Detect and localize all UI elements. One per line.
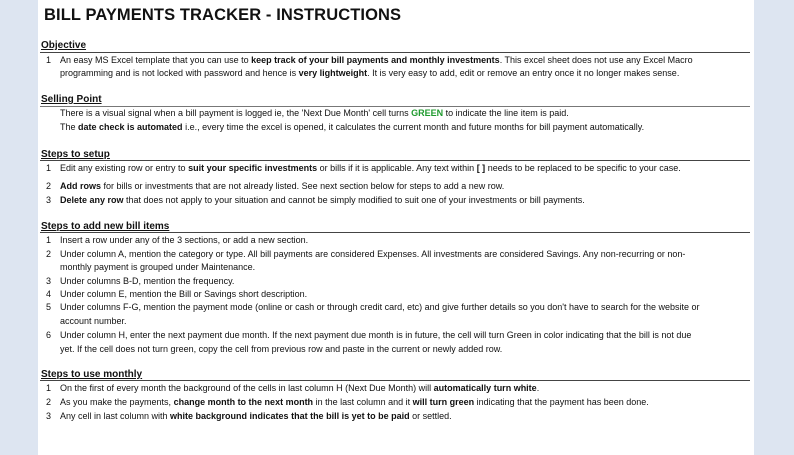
text: to indicate the line item is paid. [443, 108, 569, 118]
item-number: 4 [46, 289, 52, 299]
text: yet. If the cell does not turn green, copy the cell from previous row and paste in the current or newly added row. [60, 344, 503, 354]
page-title: BILL PAYMENTS TRACKER - INSTRUCTIONS [44, 6, 402, 24]
text: Under column A, mention the category or type. All bill payments are considered Expenses. All investments are considered Savings. Any non-recurring or non- [60, 249, 686, 259]
text: . It is very easy to add, edit or remove an entry once it no longer makes sense. [367, 68, 680, 78]
text: needs to be replaced to be specific to your case. [485, 163, 681, 173]
item-number: 1 [46, 163, 52, 173]
divider [40, 106, 750, 107]
text: As you make the payments, [60, 397, 174, 407]
text: for bills or investments that are not already listed. See next section below for steps to add a new row. [101, 181, 505, 191]
bold-text: [ ] [476, 163, 486, 173]
text: Under columns F-G, mention the payment mode (online or cash or through credit card, etc) and give further details so you don't have to search for the website or [60, 302, 700, 312]
bold-text: Delete any row [60, 195, 124, 205]
new-items-heading: Steps to add new bill items [41, 221, 170, 232]
item-number: 3 [46, 276, 52, 286]
bold-text: very lightweight [298, 68, 368, 78]
item-number: 1 [46, 55, 52, 65]
text: account number. [60, 316, 127, 326]
text: Under columns B-D, mention the frequency. [60, 276, 235, 286]
setup-heading: Steps to setup [41, 149, 110, 160]
green-text: GREEN [411, 108, 444, 118]
text: . [536, 383, 540, 393]
bold-text: white background indicates that the bill is yet to be paid [170, 411, 410, 421]
item-number: 2 [46, 181, 52, 191]
divider [40, 380, 750, 381]
bold-text: date check is automated [78, 122, 183, 132]
bold-text: keep track of your bill payments and monthly investments [251, 55, 500, 65]
item-number: 5 [46, 302, 52, 312]
text: On the first of every month the background of the cells in last column H (Next Due Month) will [60, 383, 434, 393]
instructions-sheet [38, 0, 754, 455]
divider [40, 160, 750, 161]
text: Any cell in last column with [60, 411, 171, 421]
item-number: 6 [46, 330, 52, 340]
text: programming and is not locked with password and hence is [60, 68, 299, 78]
item-number: 1 [46, 383, 52, 393]
text: Under column H, enter the next payment due month. If the next payment due month is in future, the cell will turn Green in color indicating that the bill is not due [60, 330, 692, 340]
text: in the last column and it [313, 397, 413, 407]
objective-heading: Objective [41, 40, 87, 51]
text: . This excel sheet does not use any Excel Macro [499, 55, 693, 65]
bold-text: suit your specific investments [188, 163, 318, 173]
text: i.e., every time the excel is opened, it calculates the current month and future months for bill payment automatically. [182, 122, 645, 132]
bold-text: will turn green [412, 397, 475, 407]
text: that does not apply to your situation and cannot be simply modified to suit one of your investments or bill payments. [123, 195, 585, 205]
bold-text: change month to the next month [173, 397, 314, 407]
text: monthly payment is grouped under Maintenance. [60, 262, 256, 272]
bold-text: automatically turn white [433, 383, 537, 393]
item-number: 2 [46, 397, 52, 407]
item-number: 2 [46, 249, 52, 259]
text: Under column E, mention the Bill or Savings short description. [60, 289, 308, 299]
text: or bills if it is applicable. Any text within [317, 163, 477, 173]
divider [40, 52, 750, 53]
text: Insert a row under any of the 3 sections, or add a new section. [60, 235, 309, 245]
text: Edit any existing row or entry to [60, 163, 189, 173]
item-number: 3 [46, 195, 52, 205]
divider [40, 232, 750, 233]
bold-text: Add rows [60, 181, 102, 191]
selling-point-heading: Selling Point [41, 94, 102, 105]
text: The [60, 122, 79, 132]
item-number: 3 [46, 411, 52, 421]
text: An easy MS Excel template that you can use to [60, 55, 252, 65]
monthly-heading: Steps to use monthly [41, 369, 143, 380]
text: There is a visual signal when a bill payment is logged ie, the 'Next Due Month' cell turns [60, 108, 412, 118]
text: or settled. [409, 411, 452, 421]
text: indicating that the payment has been done. [474, 397, 649, 407]
item-number: 1 [46, 235, 52, 245]
